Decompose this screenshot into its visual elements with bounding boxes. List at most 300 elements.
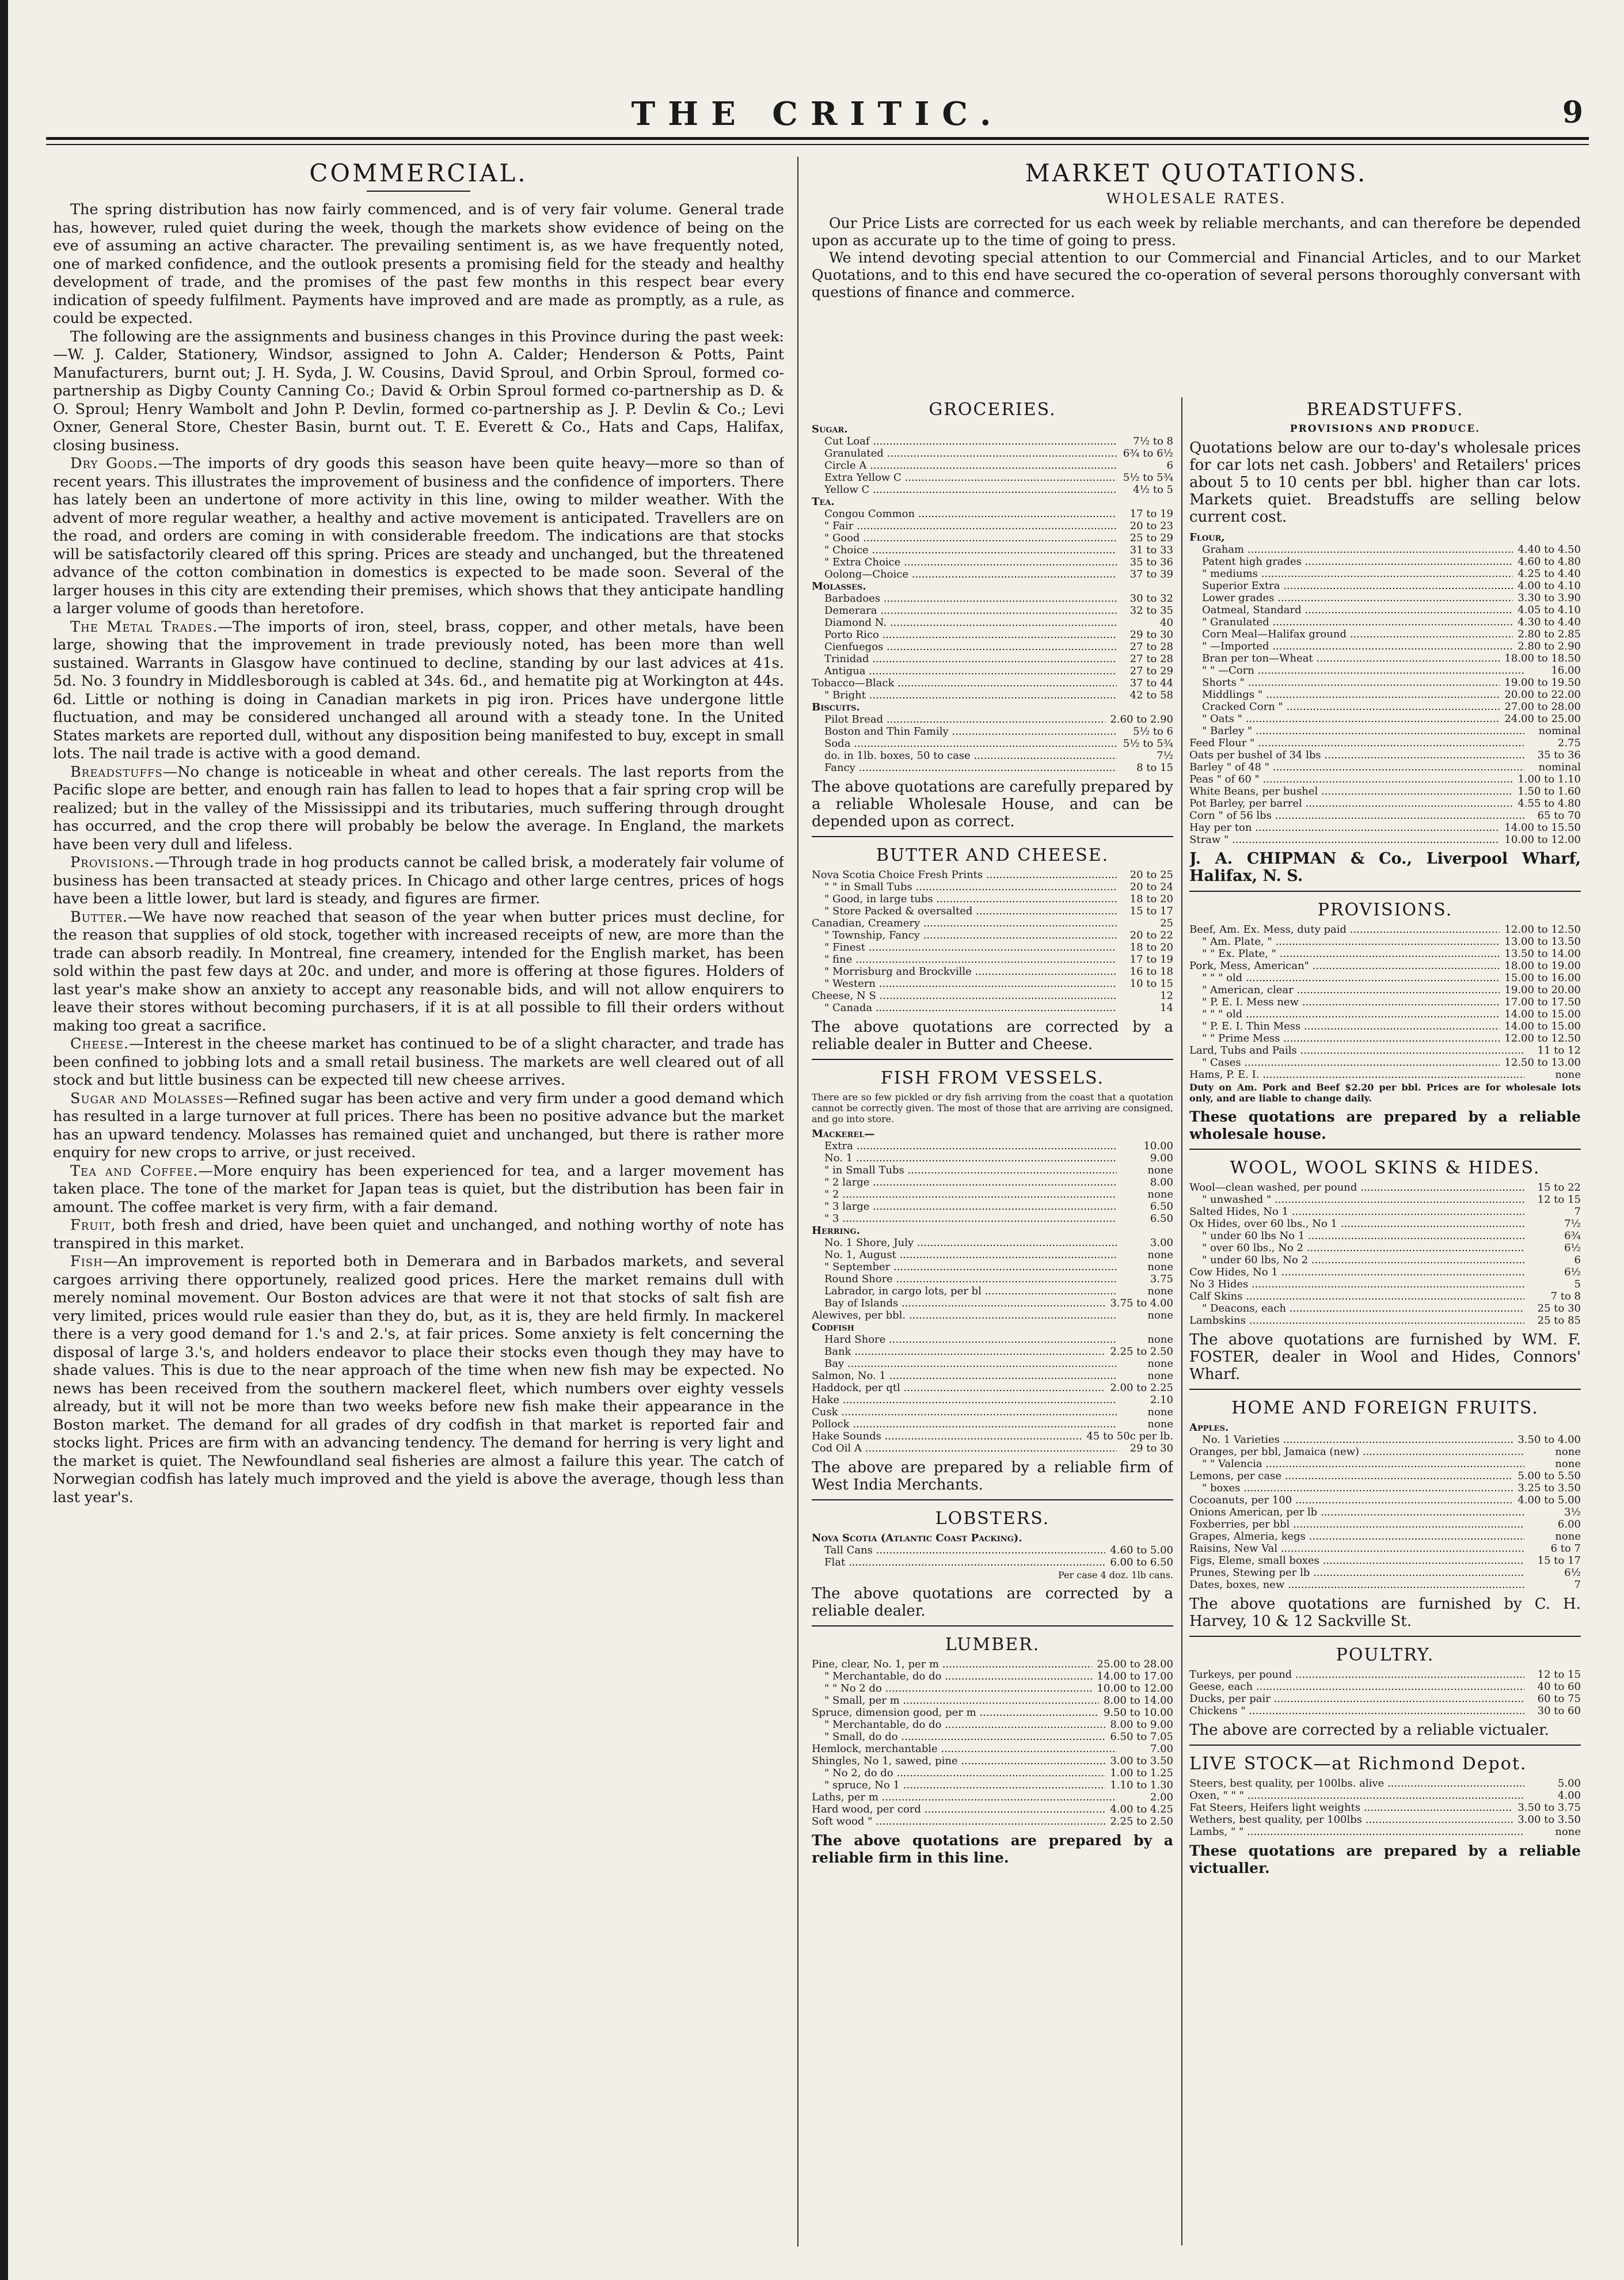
quotation-value: 20 to 22 [1129,929,1173,941]
quotation-label: Herring. [812,1225,860,1237]
quotation-row [812,1755,1173,1767]
section-divider [1189,1636,1581,1637]
quotation-value: 25 to 29 [1129,532,1173,544]
quotation-row [812,568,1173,580]
quotation-value: none [1555,1446,1581,1458]
quotation-value: none [1147,1358,1173,1370]
quotation-row [812,496,1173,508]
quotation-row [812,641,1173,653]
quotation-value: 12.50 to 13.00 [1504,1057,1581,1069]
commercial-paragraph [53,909,784,1036]
butter-section [812,845,1173,1053]
quotation-row [1189,761,1581,773]
paragraph-lead: Provisions. [70,854,155,871]
quotation-value: 3.25 to 3.50 [1517,1482,1581,1494]
quotation-label: Pine, clear, No. 1, per m ..... [812,1658,1092,1670]
quotation-label: Barley " of 48 " ..... [1189,761,1524,773]
column-separator [797,157,798,2247]
quotation-row [812,738,1173,750]
quotation-row [812,605,1173,617]
running-head: THE CRITIC. [631,95,1004,133]
quotation-value: 2.60 to 2.90 [1110,713,1173,725]
quotation-value: 12 to 15 [1537,1669,1581,1681]
section-divider [1189,1745,1581,1746]
paragraph-text: —Refined sugar has been active and very firm under a good demand which has resulted in a large turnover at full prices. There has been no positive advance but the market has an upward tendency. Molasses has remained quiet and unchanged, but there is rather more enquiry for new crops to arrive, or just received. [53,1089,784,1161]
quotation-value: 8.00 [1150,1176,1173,1188]
quotation-row [1189,713,1581,725]
quotation-value: 14.00 to 15.00 [1504,1008,1581,1020]
middle-quotation-column [812,392,1173,2257]
quotation-label: Hard wood, per cord ..... [812,1803,1105,1815]
quotation-value: 1.10 to 1.30 [1110,1779,1173,1791]
quotation-value: 2.00 [1150,1791,1173,1803]
quotation-row [812,917,1173,929]
paragraph-text: —An improvement is reported both in Demerara and in Barbados markets, and several cargoes arriving there opportunely, realized good prices. Here the market remains dull with merely nominal movement. Our Boston advices are that were it not that stocks of salt fish are very limited, prices would rule easier than they do, but, as it is, they are held firmly. In mackerel there is a very good demand for 1.'s and 2.'s, at fair prices. Some anxiety is felt concerning the disposal of large 3.'s, and holders endeavor to place their stocks even though they may have to shade values. This is due to the near approach of the time when new fish may be expected. No news has been received from the southern mackerel fleet, which numbers over eighty vessels already, but it will not be more than two weeks before new fish make their appearance in the Boston market. The demand for all grades of dry codfish in that market is reported fair and stocks light. Prices are firm with an advancing tendency. The demand for herring is very light and the market is quiet. The Newfoundland seal fisheries are almost a failure this year. The catch of Norwegian codfish has lately much improved and the yield is above the average, though less than last year's. [53,1253,784,1506]
quotation-label: Flat ..... [812,1556,1105,1568]
quotation-label: " Am. Plate, " ..... [1189,936,1500,948]
quotation-row [1189,1266,1581,1278]
header-rule-thin [46,144,1589,145]
quotation-row [1189,1814,1581,1826]
quotation-value: 5½ to 5¾ [1123,472,1173,484]
quotation-value: 30 to 60 [1537,1705,1581,1717]
quotation-row [812,1002,1173,1014]
quotation-label: Wool—clean washed, per pound ..... [1189,1181,1524,1194]
quotation-label: Straw " ..... [1189,834,1500,846]
quotation-row [812,1670,1173,1682]
quotation-value: 13.50 to 14.00 [1504,948,1581,960]
quotation-value: 10 to 15 [1129,978,1173,990]
quotation-label: Raisins, New Val ..... [1189,1542,1524,1555]
livestock-section [1189,1754,1581,1877]
quotation-label: Tea. [812,496,835,508]
quotation-row [812,1358,1173,1370]
quotation-label: " " Ex. Plate, " ..... [1189,948,1500,960]
quotation-label: " Granulated ..... [1189,616,1513,628]
quotation-value: 12 [1160,990,1173,1002]
quotation-label: Lambs, " " ..... [1189,1826,1524,1838]
quotation-row [1189,616,1581,628]
quotation-row [812,617,1173,629]
commercial-paragraph [53,1035,784,1090]
quotation-value: 6 [1574,1254,1581,1266]
quotation-label: No. 1 ..... [812,1152,1117,1164]
quotation-row [1189,701,1581,713]
poultry-title: POULTRY. [1336,1645,1435,1665]
quotation-label: No. 1, August ..... [812,1249,1117,1261]
quotation-value: 6½ [1564,1242,1581,1254]
livestock-table [1189,1777,1581,1838]
quotation-row [1189,1020,1581,1032]
quotation-value: 5.00 to 5.50 [1517,1470,1581,1482]
quotation-row [812,629,1173,641]
quotation-label: Wethers, best quality, per 100lbs ..... [1189,1814,1513,1826]
quotation-value [1117,1532,1173,1544]
quotation-label: Bay ..... [812,1358,1117,1370]
quotation-value: 27 to 28 [1129,641,1173,653]
quotation-row [1189,1567,1581,1579]
quotation-row [812,881,1173,893]
paragraph-lead: Fish [70,1253,103,1270]
quotation-value: 35 to 36 [1537,749,1581,761]
quotation-row [812,1803,1173,1815]
quotation-row [812,1176,1173,1188]
quotation-value: 5.00 [1557,1777,1581,1789]
quotation-value [1117,580,1173,592]
quotation-row [812,556,1173,568]
fish-note: The above are prepared by a reliable firm of West India Merchants. [812,1459,1173,1494]
provisions-title: PROVISIONS. [1317,900,1453,920]
quotation-row [1189,1705,1581,1717]
quotation-value: 40 to 60 [1537,1681,1581,1693]
quotation-row [812,1532,1173,1544]
quotation-value [1117,496,1173,508]
quotation-value: 7½ [1157,750,1173,762]
quotation-label: Extra Yellow C ..... [812,472,1117,484]
quotation-label: Feed Flour " ..... [1189,737,1524,749]
quotation-row [812,484,1173,496]
quotation-value: 25.00 to 28.00 [1097,1658,1173,1670]
commercial-title: COMMERCIAL. [309,159,528,187]
quotation-label: Molasses. [812,580,866,592]
quotation-label: " Merchantable, do do ..... [812,1719,1105,1731]
quotation-row [812,1406,1173,1418]
poultry-section [1189,1645,1581,1739]
quotation-value: 3½ [1564,1506,1581,1518]
quotation-label: Superior Extra ..... [1189,580,1513,592]
quotation-row [1189,1422,1581,1434]
quotation-row [1189,1446,1581,1458]
quotation-label: Pollock ..... [812,1418,1117,1430]
quotation-value: 4½ to 5 [1133,484,1173,496]
quotation-value: none [1555,1458,1581,1470]
quotation-row [812,689,1173,701]
quotation-label: Cocoanuts, per 100 ..... [1189,1494,1513,1506]
groceries-table [812,423,1173,774]
quotation-label: " Good ..... [812,532,1117,544]
quotation-row [1189,1518,1581,1530]
quotation-label: " Deacons, each ..... [1189,1302,1524,1314]
quotation-row [812,1225,1173,1237]
quotation-value: 35 to 36 [1129,556,1173,568]
quotation-row [812,1213,1173,1225]
quotation-label: " under 60 lbs, No 2 ..... [1189,1254,1524,1266]
quotation-value: 3.00 to 3.50 [1110,1755,1173,1767]
section-divider [812,1499,1173,1500]
quotation-label: No. 1 Shore, July ..... [812,1237,1117,1249]
quotation-label: " Store Packed & oversalted ..... [812,905,1117,917]
quotation-row [812,1285,1173,1297]
quotation-label: Hake ..... [812,1394,1117,1406]
quotation-label: Oranges, per bbl, Jamaica (new) ..... [1189,1446,1524,1458]
quotation-label: " September ..... [812,1261,1117,1273]
quotation-value: nominal [1538,725,1581,737]
paragraph-lead: The Metal Trades. [70,618,218,636]
quotation-row [1189,1530,1581,1542]
quotation-label: " under 60 lbs No 1 ..... [1189,1230,1524,1242]
quotation-label: " American, clear ..... [1189,984,1500,996]
quotation-label: No. 1 Varieties ..... [1189,1434,1513,1446]
quotation-value: none [1147,1418,1173,1430]
quotation-value: 18 to 20 [1129,941,1173,953]
quotation-value: 31 to 33 [1129,544,1173,556]
quotation-row [1189,834,1581,846]
fish-section [812,1068,1173,1494]
quotation-label: " " in Small Tubs ..... [812,881,1117,893]
quotation-label: Oolong—Choice ..... [812,568,1117,580]
quotation-label: Extra ..... [812,1140,1117,1152]
quotation-value: 3.75 [1150,1273,1173,1285]
quotation-value: none [1555,1069,1581,1081]
quotation-label: Turkeys, per pound ..... [1189,1669,1524,1681]
quotation-value: 17 to 19 [1129,953,1173,966]
lumber-title: LUMBER. [945,1635,1040,1655]
wool-section [1189,1158,1581,1383]
market-quotations-head [812,157,1581,387]
quotation-label: Granulated ..... [812,447,1117,459]
quotation-row [812,953,1173,966]
quotation-value: 7 [1574,1579,1581,1591]
quotation-row [1189,1069,1581,1081]
fruits-title: HOME AND FOREIGN FRUITS. [1231,1398,1539,1418]
quotation-value [1117,701,1173,713]
quotation-value: none [1147,1309,1173,1321]
quotation-row [812,990,1173,1002]
quotation-row [1189,1314,1581,1327]
lumber-section [812,1635,1173,1867]
quotation-row [1189,1044,1581,1057]
quotation-label: Pork, Mess, American" ..... [1189,960,1500,972]
quotation-row [1189,948,1581,960]
quotation-value: 8.00 to 9.00 [1110,1719,1173,1731]
quotation-label: " mediums ..... [1189,568,1513,580]
quotation-label: " Western ..... [812,978,1117,990]
quotation-row [1189,1290,1581,1302]
quotation-row [1189,1669,1581,1681]
quotation-label: Patent high grades ..... [1189,556,1513,568]
quotation-row [1189,1693,1581,1705]
groceries-section [812,400,1173,830]
quotation-label: Figs, Eleme, small boxes ..... [1189,1555,1524,1567]
quotation-value: 9.50 to 10.00 [1103,1707,1173,1719]
quotation-row [1189,1681,1581,1693]
quotation-value: none [1555,1530,1581,1542]
quotation-value: 5½ to 6 [1133,725,1173,738]
quotation-row [812,1707,1173,1719]
breadstuffs-section [1189,400,1581,885]
section-divider [1189,1149,1581,1150]
quotation-value: 14.00 to 17.00 [1097,1670,1173,1682]
quotation-row [1189,785,1581,797]
quotation-label: Oxen, " " " ..... [1189,1789,1524,1802]
provisions-finenote: Duty on Am. Pork and Beef $2.20 per bbl. Prices are for wholesale lots only, and are liable to change daily. [1189,1082,1581,1104]
quotation-row [812,1719,1173,1731]
quotation-label: Round Shore ..... [812,1273,1117,1285]
quotation-label: Circle A ..... [812,459,1117,472]
page-number: 9 [1562,95,1583,130]
quotation-row [812,966,1173,978]
lobsters-note: The above quotations are corrected by a reliable dealer. [812,1585,1173,1620]
market-intro-1: Our Price Lists are corrected for us each week by reliable merchants, and can therefore be depended upon as accurate up to the time of going to press. [812,215,1581,249]
wool-title: WOOL, WOOL SKINS & HIDES. [1230,1158,1541,1178]
quotation-label: Graham ..... [1189,544,1513,556]
quotation-row [1189,1057,1581,1069]
header-rule [46,137,1589,140]
quotation-row [1189,1826,1581,1838]
quotation-label: Ducks, per pair ..... [1189,1693,1524,1705]
breadstuffs-note: J. A. CHIPMAN & Co., Liverpool Wharf, Halifax, N. S. [1189,850,1581,885]
quotation-label: Diamond N. ..... [812,617,1117,629]
quotation-label: White Beans, per bushel ..... [1189,785,1513,797]
quotation-label: Codfish [812,1321,854,1333]
quotation-row [812,1140,1173,1152]
quotation-value: 14.00 to 15.00 [1504,1020,1581,1032]
quotation-value: 10.00 to 12.00 [1097,1682,1173,1694]
quotation-value: 4.05 to 4.10 [1517,604,1581,616]
title-rule [367,191,470,192]
quotation-row [1189,677,1581,689]
quotation-label: Pilot Bread ..... [812,713,1105,725]
quotation-label: " in Small Tubs ..... [812,1164,1117,1176]
quotation-value: 15 to 22 [1537,1181,1581,1194]
quotation-value: 14 [1160,1002,1173,1014]
quotation-label: Beef, Am. Ex. Mess, duty paid ..... [1189,924,1500,936]
quotation-label: Soda ..... [812,738,1117,750]
quotation-row [1189,1206,1581,1218]
quotation-label: " 2 ..... [812,1188,1117,1200]
quotation-row [812,1249,1173,1261]
provisions-note: These quotations are prepared by a reliable wholesale house. [1189,1108,1581,1142]
quotation-label: Salmon, No. 1 ..... [812,1370,1117,1382]
quotation-label: Apples. [1189,1422,1229,1434]
provisions-table [1189,924,1581,1081]
quotation-row [1189,1579,1581,1591]
section-divider [812,1059,1173,1060]
quotation-value: 1.00 to 1.25 [1110,1767,1173,1779]
butter-table [812,869,1173,1014]
quotation-value: 12.00 to 12.50 [1504,924,1581,936]
quotation-row [1189,1008,1581,1020]
quotation-value: 4.55 to 4.80 [1517,797,1581,810]
quotation-label: " boxes ..... [1189,1482,1513,1494]
quotation-value: 6 [1166,459,1173,472]
quotation-label: Prunes, Stewing per lb ..... [1189,1567,1524,1579]
quotation-value: 4.00 to 4.10 [1517,580,1581,592]
quotation-row [1189,568,1581,580]
quotation-value: 4.00 to 5.00 [1517,1494,1581,1506]
quotation-row [812,1544,1173,1556]
quotation-value: 16.00 [1551,664,1581,677]
fish-title: FISH FROM VESSELS. [880,1068,1105,1088]
quotation-value: none [1147,1406,1173,1418]
quotation-row [1189,1302,1581,1314]
quotation-label: Hake Sounds ..... [812,1430,1082,1442]
quotation-value: 4.60 to 5.00 [1110,1544,1173,1556]
page-edge [0,0,8,2280]
quotation-label: Trinidad ..... [812,653,1117,665]
commercial-paragraph [53,455,784,618]
quotation-value: 7½ to 8 [1133,435,1173,447]
quotation-value: 4.00 to 4.25 [1110,1803,1173,1815]
quotation-value: 19.00 to 20.00 [1504,984,1581,996]
quotation-label: Steers, best quality, per 100lbs. alive ..... [1189,1777,1524,1789]
quotation-row [1189,592,1581,604]
quotation-value: 6.00 [1557,1518,1581,1530]
quotation-label: Fat Steers, Heifers light weights ..... [1189,1802,1513,1814]
quotation-label: " " Prime Mess ..... [1189,1032,1500,1044]
quotation-row [812,1382,1173,1394]
quotation-value: 10.00 to 12.00 [1504,834,1581,846]
fruits-table [1189,1422,1581,1591]
quotation-row [812,1333,1173,1346]
quotation-row [1189,924,1581,936]
quotation-label: Grapes, Almeria, kegs ..... [1189,1530,1524,1542]
butter-note: The above quotations are corrected by a reliable dealer in Butter and Cheese. [812,1019,1173,1053]
quotation-value: 60 to 75 [1537,1693,1581,1705]
quotation-row [1189,1278,1581,1290]
quotation-row [812,941,1173,953]
quotation-value: 8.00 to 14.00 [1103,1694,1173,1707]
fruits-note: The above quotations are furnished by C. H. Harvey, 10 & 12 Sackville St. [1189,1595,1581,1630]
quotation-row [812,1273,1173,1285]
quotation-row [1189,984,1581,996]
butter-title: BUTTER AND CHEESE. [876,845,1109,865]
quotation-label: Soft wood " ..... [812,1815,1105,1827]
quotation-value: 6¾ to 6½ [1123,447,1173,459]
quotation-label: Canadian, Creamery ..... [812,917,1117,929]
market-subtitle: WHOLESALE RATES. [1106,191,1287,207]
livestock-note: These quotations are prepared by a reliable victualler. [1189,1842,1581,1876]
quotation-row [1189,1181,1581,1194]
quotation-row [1189,640,1581,652]
quotation-row [812,1556,1173,1568]
quotation-label: Nova Scotia Choice Fresh Prints ..... [812,869,1117,881]
section-divider [1189,1389,1581,1390]
quotation-value: 27 to 28 [1129,653,1173,665]
quotation-row [812,520,1173,532]
quotation-row [1189,556,1581,568]
quotation-label: " fine ..... [812,953,1117,966]
quotation-label: Pot Barley, per barrel ..... [1189,797,1513,810]
quotation-row [1189,544,1581,556]
lobsters-finenote: Per case 4 doz. 1lb cans. [1058,1570,1173,1580]
quotation-row [1189,936,1581,948]
breadstuffs-subtitle: PROVISIONS AND PRODUCE. [1290,423,1481,435]
quotation-row [1189,1218,1581,1230]
paragraph-text: The following are the assignments and business changes in this Province during the past week:—W. J. Calder, Stationery, Windsor, assigned to John A. Calder; Henderson & Potts, Paint Manufacturers, burnt out; J. H. Syda, J. W. Cousins, David Sproul, and Orbin Sproul, formed co-partnership as Digby County Canning Co.; David & Orbin Sproul formed co-partnership as D. & O. Sproul; Henry Wambolt and John P. Devlin, formed co-partnership as J. P. Devlin & Co.; Levi Oxner, General Store, Chester Basin, burnt out. T. E. Everett & Co., Hats and Caps, Halifax, closing business. [53,328,784,454]
quotation-label: " P. E. I. Mess new ..... [1189,996,1500,1008]
quotation-label: Corn " of 56 lbs ..... [1189,810,1524,822]
quotation-value: 4.00 [1557,1789,1581,1802]
quotation-value: 3.50 to 3.75 [1517,1802,1581,1814]
quotation-row [812,725,1173,738]
quotation-label: Hams, P. E. I. ..... [1189,1069,1524,1081]
quotation-row [1189,1494,1581,1506]
quotation-label: Calf Skins ..... [1189,1290,1524,1302]
quotation-value: 18.00 to 18.50 [1504,652,1581,664]
quotation-value: 6.50 [1150,1200,1173,1213]
paragraph-text: both fresh and dried, have been quiet and unchanged, and nothing worthy of note has transpired in this market. [53,1217,784,1252]
quotation-value: none [1147,1261,1173,1273]
quotation-row [1189,628,1581,640]
quotation-row [812,1430,1173,1442]
paragraph-text: The spring distribution has now fairly commenced, and is of very fair volume. General trade has, however, ruled quiet during the week, though the markets show evidence of being on the eve of assuming an active character. The prevailing sentiment is, as we have frequently noted, one of marked confidence, and the outlook presents a promising field for the steady and healthy development of trade, and the promises of the past few months in this respect bear every indication of speedy fulfilment. Payments have improved and are made as promptly, as a rule, as could be expected. [53,201,784,327]
quotation-label: Shingles, No 1, sawed, pine ..... [812,1755,1105,1767]
quotation-row [812,869,1173,881]
quotation-value: 7 to 8 [1550,1290,1581,1302]
quotation-label: Demerara ..... [812,605,1117,617]
quotation-row [812,762,1173,774]
